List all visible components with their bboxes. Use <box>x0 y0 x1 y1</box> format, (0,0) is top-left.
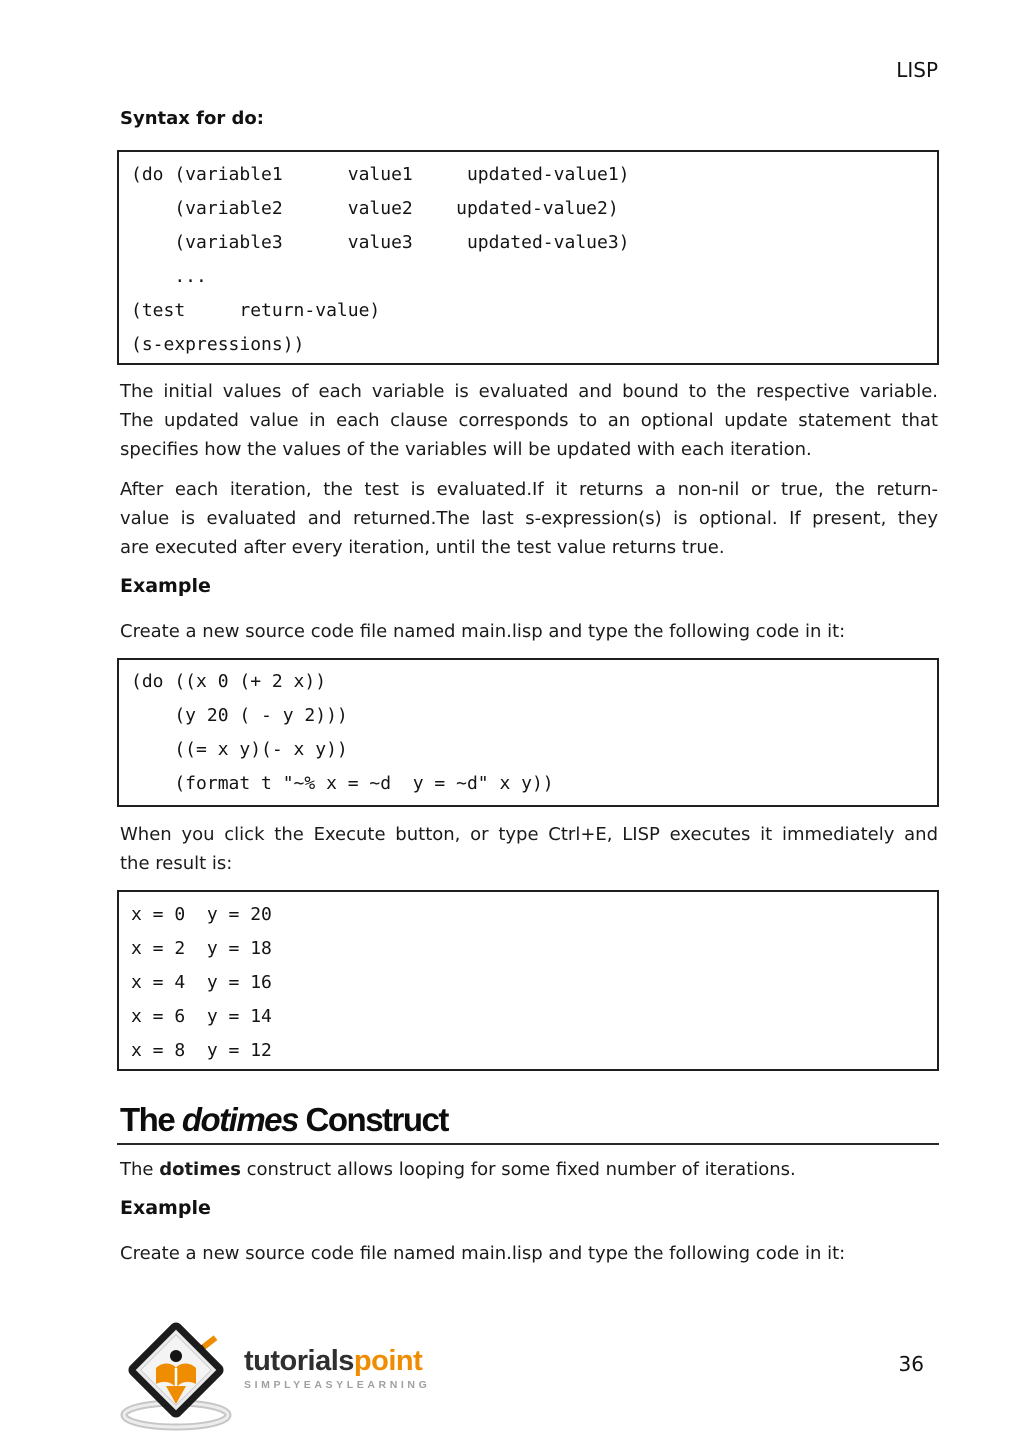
paragraph-line: specifies how the values of the variables will be updated with each iteration. <box>120 439 812 460</box>
brand-text-block <box>244 1346 430 1391</box>
paragraph-line: After each iteration, the test is evaluated.If it returns a non-nil or true, the return- <box>120 479 938 500</box>
code-line: (do ((x 0 (+ 2 x)) <box>131 671 327 692</box>
paragraph-line: The initial values of each variable is evaluated and bound to the respective variable. <box>120 381 938 402</box>
example-intro <box>120 1239 938 1268</box>
page-number: 36 <box>898 1352 924 1376</box>
example-code-box <box>117 658 939 807</box>
output-line: x = 4 y = 16 <box>131 972 272 993</box>
heading-text: Construct <box>297 1101 448 1138</box>
paragraph-text: The <box>120 1159 160 1180</box>
paragraph-initial-values <box>120 377 938 464</box>
brand-tagline: SIMPLYEASYLEARNING <box>244 1379 431 1391</box>
code-line: (variable3 value3 updated-value3) <box>131 232 630 253</box>
brand-name-dark: tutorials <box>244 1345 354 1377</box>
brand-name <box>244 1346 430 1376</box>
paragraph-after-iteration <box>120 475 938 562</box>
code-line: (format t "~% x = ~d y = ~d" x y)) <box>131 773 554 794</box>
paragraph-line: the result is: <box>120 853 233 874</box>
paragraph-dotimes <box>120 1155 938 1184</box>
paragraph-line: are executed after every iteration, until the test value returns true. <box>120 537 725 558</box>
output-line: x = 8 y = 12 <box>131 1040 272 1061</box>
code-line: ... <box>131 266 207 287</box>
brand-name-orange: point <box>353 1345 423 1377</box>
output-line: x = 0 y = 20 <box>131 904 272 925</box>
heading-divider <box>117 1143 939 1145</box>
syntax-heading: Syntax for do: <box>120 108 264 129</box>
example-intro <box>120 617 938 646</box>
paragraph-execute <box>120 820 938 878</box>
output-line: x = 6 y = 14 <box>131 1006 272 1027</box>
code-line: (do (variable1 value1 updated-value1) <box>131 164 630 185</box>
page-header-label: LISP <box>896 58 938 82</box>
example-heading: Example <box>120 1197 211 1219</box>
paragraph-line: When you click the Execute button, or type Ctrl+E, LISP executes it immediately and <box>120 824 938 845</box>
code-line: (s-expressions)) <box>131 334 305 355</box>
paragraph-line: value is evaluated and returned.The last s-expression(s) is optional. If present, they <box>120 508 938 529</box>
tutorialspoint-logo-icon <box>118 1320 240 1432</box>
logo-head-icon <box>170 1350 182 1362</box>
example-heading: Example <box>120 575 211 597</box>
output-line: x = 2 y = 18 <box>131 938 272 959</box>
heading-text: The <box>120 1101 182 1138</box>
code-line: ((= x y)(- x y)) <box>131 739 348 760</box>
syntax-code-box <box>117 150 939 365</box>
code-line: (test return-value) <box>131 300 381 321</box>
paragraph-line: Create a new source code file named main.lisp and type the following code in it: <box>120 621 846 642</box>
heading-italic-text: dotimes <box>181 1101 298 1138</box>
code-line: (y 20 ( - y 2))) <box>131 705 348 726</box>
paragraph-text: construct allows looping for some fixed number of iterations. <box>240 1159 796 1180</box>
paragraph-line: Create a new source code file named main.lisp and type the following code in it: <box>120 1243 846 1264</box>
paragraph-bold-text: dotimes <box>159 1159 241 1180</box>
tutorialspoint-logo <box>118 1320 430 1432</box>
dotimes-construct-heading <box>120 1100 939 1140</box>
output-box <box>117 890 939 1071</box>
paragraph-line: The updated value in each clause corresponds to an optional update statement that <box>120 410 938 431</box>
code-line: (variable2 value2 updated-value2) <box>131 198 619 219</box>
